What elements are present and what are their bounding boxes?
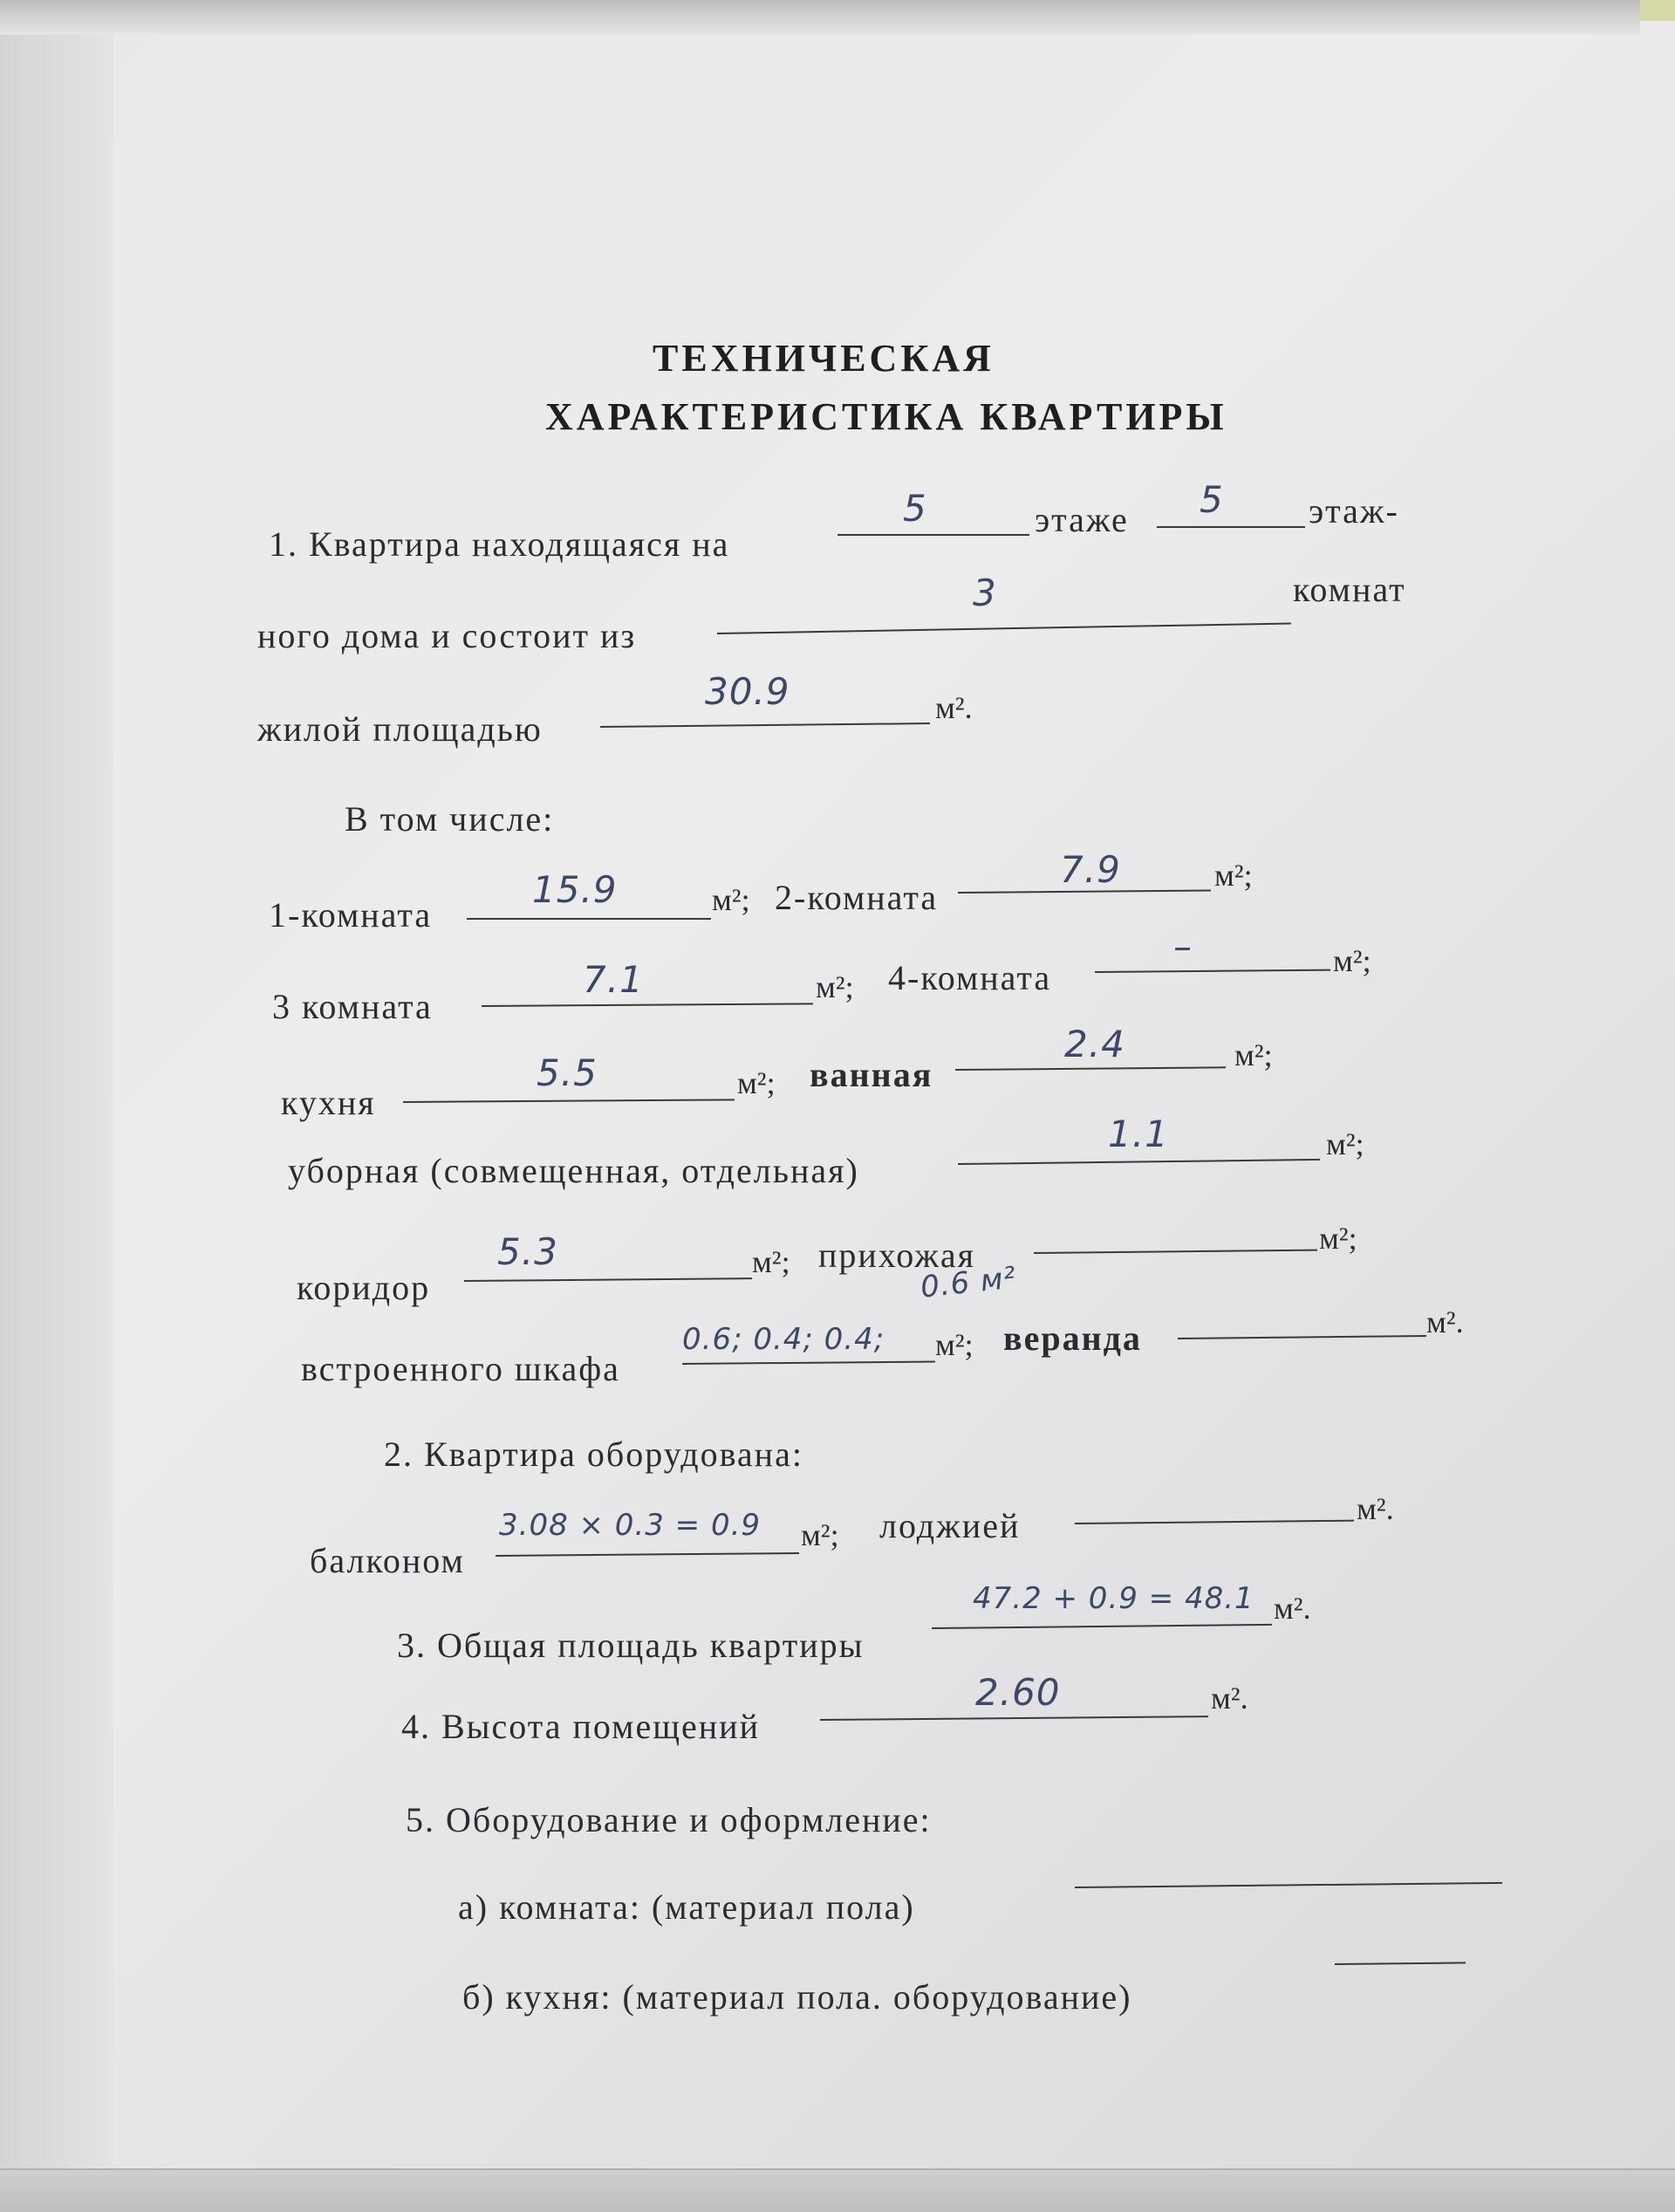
room1-label: 1-комната: [269, 895, 433, 935]
hall-label: прихожая: [818, 1236, 976, 1275]
closet-label: встроенного шкафа: [301, 1349, 620, 1388]
toilet-label: уборная (совмещенная, отдельная): [288, 1151, 859, 1190]
s1-prefix: 1. Квартира находящаяся на: [269, 524, 730, 564]
bath-value: 2.4: [1064, 1023, 1125, 1065]
toilet-value: 1.1: [1108, 1113, 1169, 1155]
bath-unit: м²;: [1234, 1038, 1273, 1072]
rooms-value: 3: [973, 572, 997, 614]
room3-unit: м²;: [816, 969, 854, 1004]
s1-line2-prefix: ного дома и состоит из: [257, 616, 637, 655]
room4-value: –: [1173, 925, 1193, 968]
room3-label: 3 комната: [272, 987, 433, 1026]
living-area-value: 30.9: [705, 670, 790, 713]
s2-heading: 2. Квартира оборудована:: [384, 1435, 803, 1474]
corridor-line: [464, 1277, 752, 1282]
floors-total-value: 5: [1200, 478, 1224, 521]
corridor-label: коридор: [297, 1268, 431, 1307]
floor-value: 5: [903, 487, 927, 530]
height-unit: м².: [1211, 1681, 1248, 1715]
room4-label: 4-комната: [888, 958, 1052, 997]
kitchen-unit: м²;: [737, 1065, 776, 1100]
title-line-1: ТЕХНИЧЕСКАЯ: [653, 337, 995, 380]
room2-value: 7.9: [1060, 848, 1121, 891]
height-value: 2.60: [975, 1671, 1061, 1714]
page-top-edge: [0, 0, 1640, 35]
corridor-value: 5.3: [497, 1230, 558, 1273]
total-area-unit: м².: [1274, 1591, 1311, 1626]
hall-unit: м²;: [1319, 1221, 1357, 1256]
toilet-line: [958, 1159, 1320, 1165]
rooms-label: комнат: [1293, 570, 1406, 609]
rooms-line: [717, 623, 1291, 634]
bath-line: [955, 1066, 1226, 1071]
room2-label: 2-комната: [775, 878, 939, 917]
page-shadow: [0, 0, 113, 2212]
s4-label: 4. Высота помещений: [401, 1707, 760, 1746]
s5-item-b: б) кухня: (материал пола. оборудование): [462, 1977, 1132, 2017]
balcony-line: [496, 1552, 799, 1557]
room3-line: [482, 1003, 813, 1007]
loggia-label: лоджией: [879, 1506, 1021, 1545]
closet-unit: м²;: [935, 1327, 974, 1362]
balcony-value: 3.08 × 0.3 = 0.9: [499, 1508, 762, 1543]
s5-heading: 5. Оборудование и оформление:: [406, 1800, 932, 1839]
veranda-unit: м².: [1426, 1305, 1464, 1339]
loggia-unit: м².: [1357, 1491, 1394, 1526]
page-bottom-edge: [0, 2168, 1675, 2212]
total-area-line: [932, 1624, 1272, 1629]
s5-item-a: а) комната: (материал пола): [458, 1887, 915, 1927]
s1-line3-prefix: жилой площадью: [257, 709, 543, 749]
title-line-2: ХАРАКТЕРИСТИКА КВАРТИРЫ: [545, 395, 1227, 438]
living-area-unit: м².: [935, 690, 973, 725]
kitchen-line: [403, 1099, 735, 1103]
s3-label: 3. Общая площадь квартиры: [397, 1626, 865, 1665]
kitchen-value: 5.5: [537, 1051, 598, 1094]
toilet-unit: м²;: [1326, 1127, 1364, 1161]
total-area-value: 47.2 + 0.9 = 48.1: [973, 1581, 1255, 1616]
room1-line: [467, 918, 711, 920]
closet-note: 0.6 м²: [919, 1260, 1018, 1305]
floors-total-line: [1157, 526, 1305, 528]
floor-line: [838, 534, 1029, 536]
closet-line: [682, 1360, 935, 1365]
background-corner: [1640, 0, 1675, 21]
kitchen-label: кухня: [281, 1083, 376, 1122]
closet-value: 0.6; 0.4; 0.4;: [682, 1322, 885, 1357]
storey-label: этаж-: [1309, 491, 1399, 531]
room4-line: [1095, 969, 1330, 973]
room2-unit: м²;: [1214, 858, 1253, 893]
bath-label: ванная: [810, 1055, 933, 1094]
hall-line: [1034, 1250, 1317, 1254]
s5-item-b-line: [1335, 1962, 1466, 1965]
room4-unit: м²;: [1333, 943, 1371, 978]
s5-item-a-line: [1075, 1882, 1502, 1888]
including-label: В том числе:: [345, 799, 555, 839]
room1-unit: м²;: [712, 882, 750, 917]
balcony-unit: м²;: [801, 1517, 839, 1552]
room3-value: 7.1: [583, 958, 644, 1001]
veranda-label: веранда: [1003, 1318, 1142, 1358]
height-line: [820, 1715, 1208, 1721]
veranda-line: [1178, 1335, 1426, 1339]
loggia-line: [1075, 1520, 1354, 1524]
floor-label: этаже: [1035, 500, 1129, 539]
corridor-unit: м²;: [752, 1244, 790, 1279]
balcony-label: балконом: [310, 1541, 465, 1580]
living-area-line: [600, 722, 930, 728]
room1-value: 15.9: [532, 868, 618, 911]
